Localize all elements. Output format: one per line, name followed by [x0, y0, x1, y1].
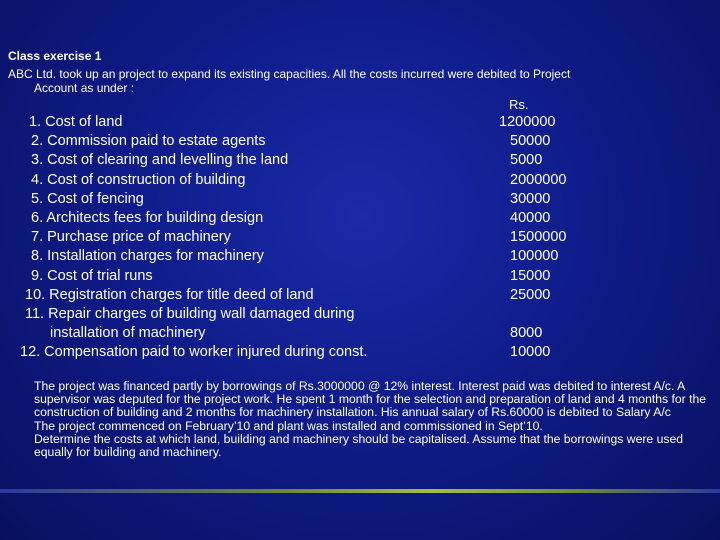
cost-item-label: 9. Cost of trial runs: [31, 267, 153, 284]
intro-line-1: ABC Ltd. took up an project to expand its existing capacities. All the costs incurred were debited to Project: [8, 67, 571, 81]
cost-item-amount: 5000: [510, 152, 543, 169]
cost-item-amount: 2000000: [510, 171, 567, 188]
cost-item: [0, 268, 720, 287]
cost-item-label: 10. Registration charges for title deed of land: [25, 286, 314, 303]
cost-item-label: 8. Installation charges for machinery: [31, 248, 264, 265]
cost-item: [0, 133, 720, 152]
cost-items-list: [0, 114, 720, 363]
bottom-divider: [0, 489, 720, 493]
cost-item-amount: 100000: [510, 248, 559, 265]
currency-header: Rs.: [509, 97, 529, 112]
cost-item-amount: 1200000: [499, 114, 556, 130]
cost-item-amount: 8000: [510, 325, 543, 342]
cost-item: [0, 191, 720, 210]
cost-item-label: 2. Commission paid to estate agents: [31, 133, 266, 150]
cost-item-label: 12. Compensation paid to worker injured during const.: [20, 344, 368, 361]
cost-item: [0, 172, 720, 191]
cost-item: [0, 114, 720, 133]
cost-item-label: 6. Architects fees for building design: [31, 209, 264, 226]
intro-line-2: Account as under :: [34, 81, 135, 95]
cost-item: [0, 306, 720, 325]
cost-item-label: 11. Repair charges of building wall damaged during: [25, 305, 355, 322]
cost-item-amount: 15000: [510, 267, 551, 284]
cost-item: [0, 287, 720, 306]
cost-item-label: 3. Cost of clearing and levelling the land: [31, 152, 289, 169]
cost-item-amount: 40000: [510, 209, 551, 226]
cost-item-label: 5. Cost of fencing: [31, 190, 144, 207]
commissioning-note: The project commenced on February’10 and plant was installed and commissioned in Sept’10.: [34, 418, 543, 433]
exercise-notes: [34, 380, 716, 459]
cost-item: [0, 210, 720, 229]
cost-item-label: installation of machinery: [50, 325, 206, 342]
financing-note: The project was financed partly by borrowings of Rs.3000000 @ 12% interest. Interest paid was debited to interest A/c. A supervisor was deputed for the project work. He spent 1 month for the selection and preparation of land and 4 months for the construction of building and 2 months for machinery installation. His annual salary of Rs.60000 is debited to Salary A/c: [34, 379, 707, 420]
cost-item: [0, 229, 720, 248]
cost-item-label: 4. Cost of construction of building: [31, 171, 246, 188]
cost-item-amount: 50000: [510, 133, 551, 150]
question-text: Determine the costs at which land, building and machinery should be capitalised. Assume that the borrowings were used equally for building and machinery.: [34, 431, 684, 460]
cost-item: [0, 344, 720, 363]
cost-item-amount: 1500000: [510, 229, 567, 246]
cost-item-amount: 30000: [510, 190, 551, 207]
cost-item-amount: 25000: [510, 286, 551, 303]
cost-item: [0, 248, 720, 267]
cost-item-amount: 10000: [510, 344, 551, 361]
cost-item-label: 7. Purchase price of machinery: [31, 229, 231, 246]
exercise-title: Class exercise 1: [8, 49, 102, 63]
cost-item-continuation: [0, 325, 720, 344]
intro-paragraph: [8, 67, 708, 95]
cost-item-label: 1. Cost of land: [29, 114, 123, 130]
cost-item: [0, 152, 720, 171]
